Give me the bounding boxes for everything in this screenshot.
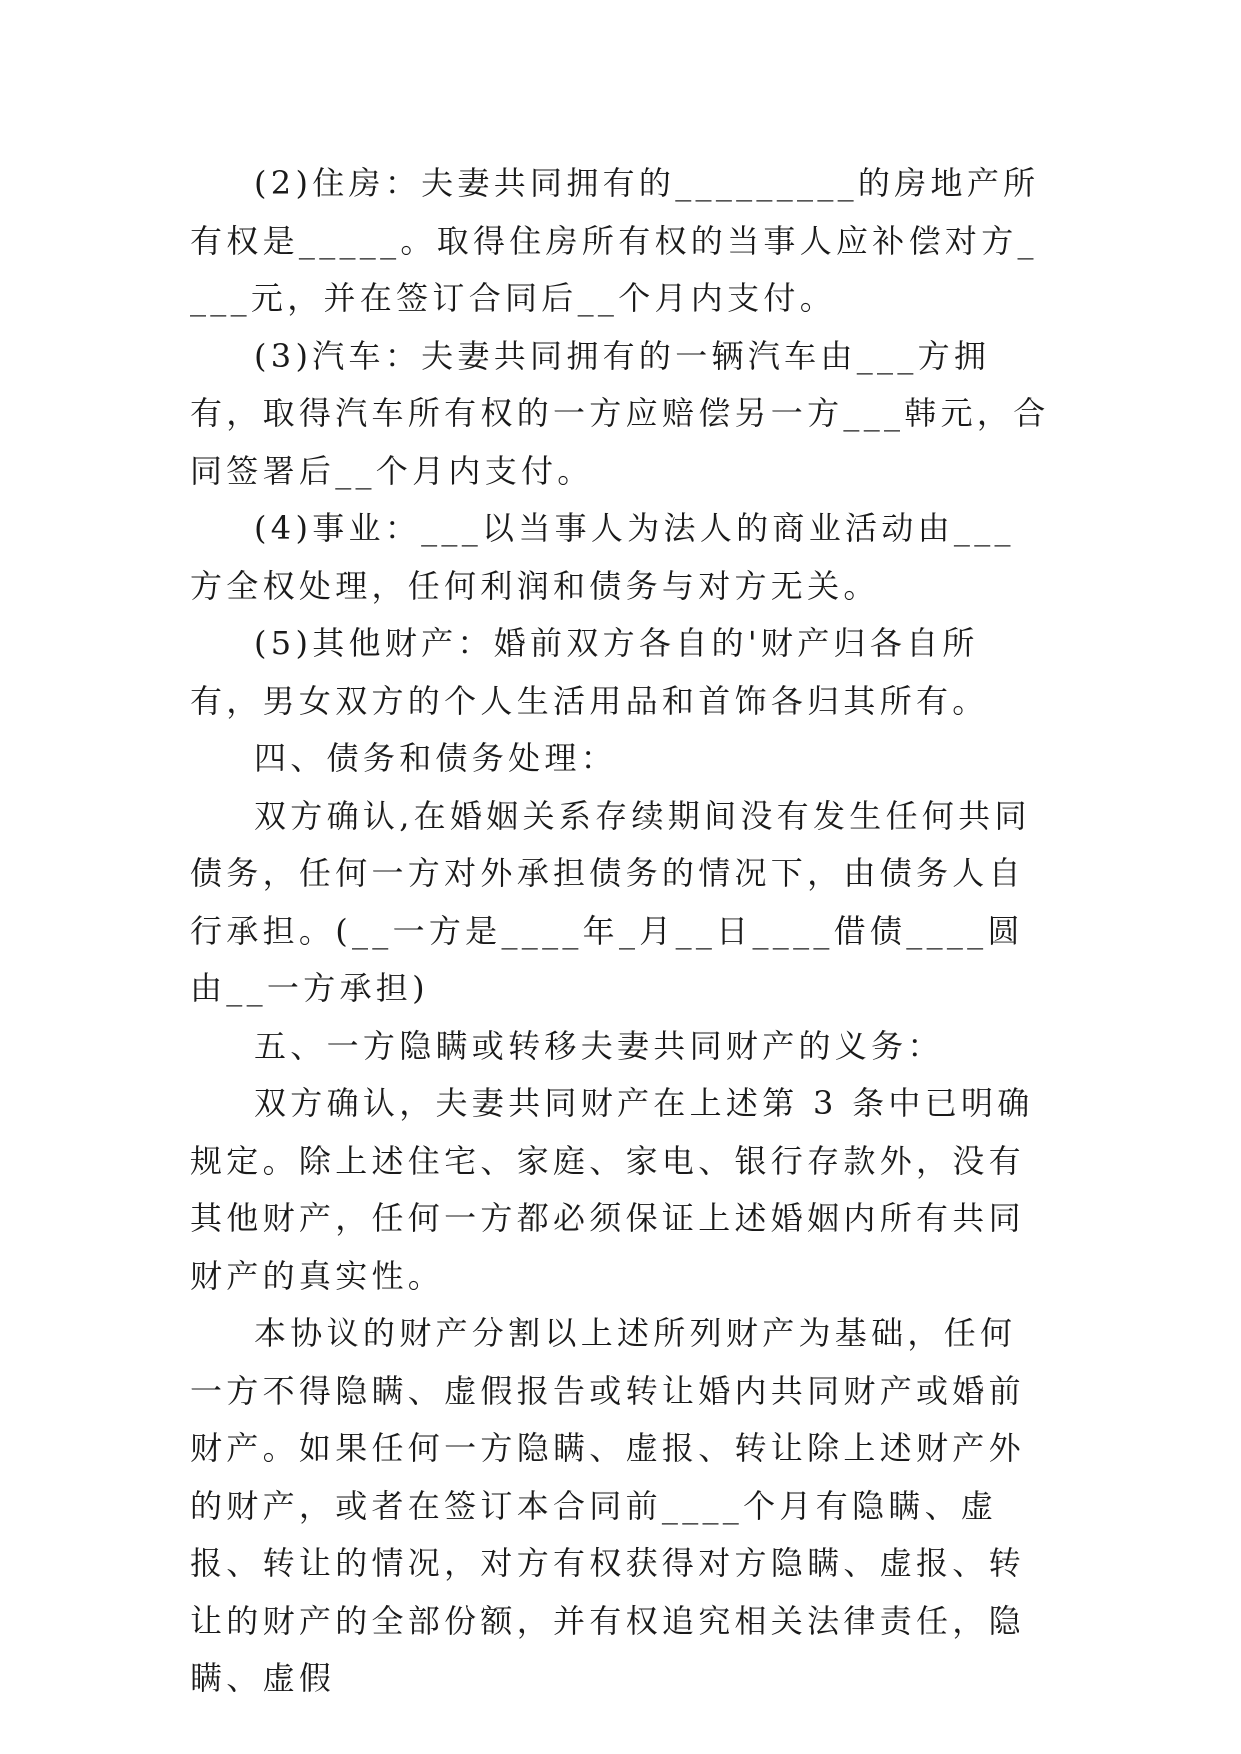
paragraph-housing: (2)住房：夫妻共同拥有的_________的房地产所有权是_____。取得住房所有权的当事人应补偿对方____元，并在签订合同后__个月内支付。: [190, 164, 1040, 317]
document-body: [190, 155, 1050, 1708]
paragraph-business: (4)事业：___以当事人为法人的商业活动由___方全权处理，任何利润和债务与对方无关。: [190, 509, 1015, 605]
paragraph-division: 本协议的财产分割以上述所列财产为基础，任何一方不得隐瞒、虚假报告或转让婚内共同财产或婚前财产。如果任何一方隐瞒、虚报、转让除上述财产外的财产，或者在签订本合同前____个月有隐瞒、虚报、转让的情况，对方有权获得对方隐瞒、虚报、转让的财产的全部份额，并有权追究相关法律责任，隐瞒、虚假: [190, 1314, 1025, 1697]
paragraph-confirmation: 双方确认，夫妻共同财产在上述第 3 条中已明确规定。除上述住宅、家庭、家电、银行存款外，没有其他财产，任何一方都必须保证上述婚姻内所有共同财产的真实性。: [190, 1084, 1034, 1295]
paragraph-other-property: (5)其他财产：婚前双方各自的'财产归各自所有，男女双方的个人生活用品和首饰各归其所有。: [190, 624, 989, 720]
section-heading-concealment: 五、一方隐瞒或转移夫妻共同财产的义务：: [254, 1026, 944, 1065]
paragraph-debts: 双方确认,在婚姻关系存续期间没有发生任何共同债务，任何一方对外承担债务的情况下，由债务人自行承担。(__一方是____年_月__日____借债____圆由__一方承担): [190, 796, 1031, 1007]
paragraph-car: (3)汽车：夫妻共同拥有的一辆汽车由___方拥有，取得汽车所有权的一方应赔偿另一方___韩元，合同签署后__个月内支付。: [190, 336, 1050, 490]
section-heading-debts: 四、债务和债务处理：: [254, 739, 618, 777]
